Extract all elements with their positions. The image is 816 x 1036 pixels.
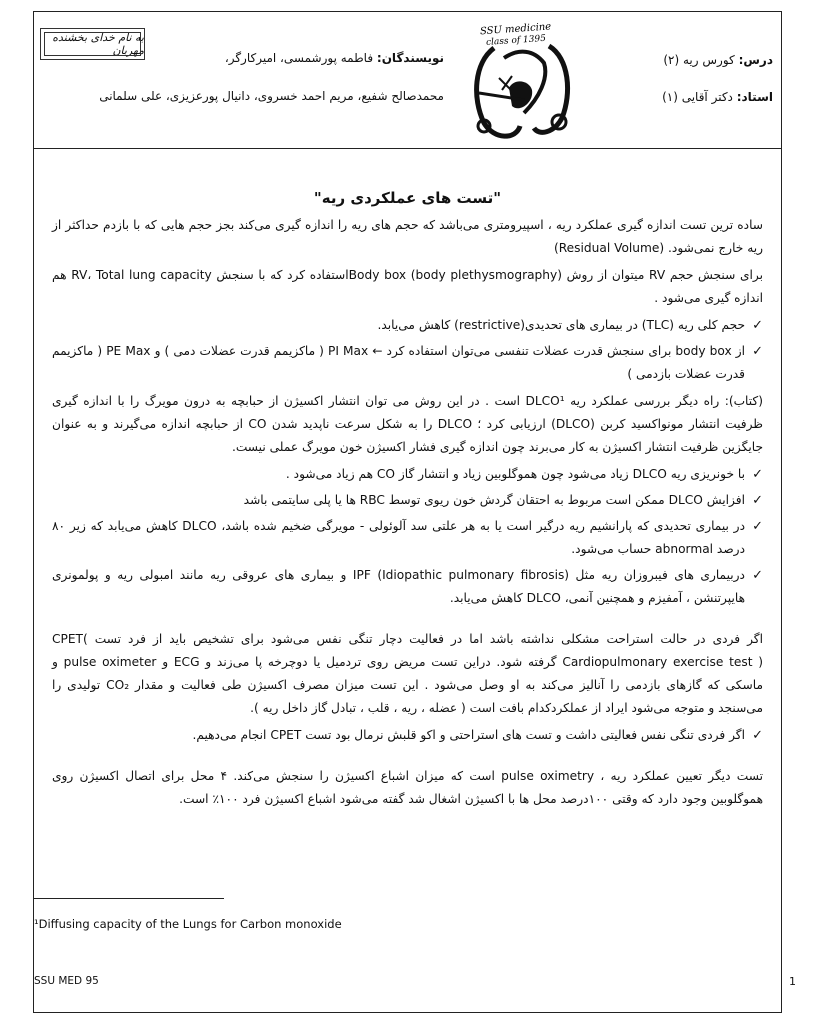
spacer: [52, 614, 763, 628]
check-icon: ✓: [752, 568, 763, 583]
document-page: [33, 11, 782, 1013]
authors-line-1: فاطمه پورشمسی، امیرکارگر،: [224, 51, 374, 65]
course-label: درس:: [738, 53, 773, 67]
document-body: [52, 162, 763, 815]
list-item-text: در بیماری تحدیدی که پارانشیم ریه درگیر است یا به هر علتی سد آلوئولی - مویرگی ضخیم شده باشد، DLCO کاهش می‌یابد که زیر ۸۰ درصد abnormal حساب می‌شود.: [52, 519, 745, 556]
paragraph-body-box: برای سنجش حجم RV میتوان از روش Body box (body plethysmography)استفاده کرد که با سنجش RV، Total lung capacity هم اندازه گیری می‌شود .: [52, 268, 763, 305]
list-item-text: دربیماری های فیبروزان ریه مثل IPF (Idiopathic pulmonary fibrosis) و بیماری های عروقی ریه مانند امبولی ریه و پولمونری هایپرتنشن ، آمفیزم و همچنین آنمی، DLCO کاهش می‌یابد.: [52, 568, 745, 605]
list-item-text: با خونریزی ریه DLCO زیاد می‌شود چون هموگلوبین زیاد و انتشار گاز CO هم زیاد می‌شود .: [285, 467, 745, 481]
check-icon: ✓: [752, 318, 763, 333]
logo-text-2: class of 1395: [485, 33, 547, 48]
list-item: [52, 564, 763, 610]
page-number: 1: [789, 975, 796, 988]
logo-text-1: SSU medicine: [479, 21, 552, 38]
authors-label: نویسندگان:: [376, 51, 444, 65]
checklist-2: [52, 463, 763, 610]
list-item: [52, 515, 763, 561]
list-item-text: حجم کلی ریه (TLC) در بیماری های تحدیدی(restrictive) کاهش می‌یابد.: [377, 318, 745, 332]
authors-line-2: محمدصالح شفیع، مریم احمد خسروی، دانیال پورعزیزی، علی سلمانی: [99, 89, 444, 103]
paragraph-dlco: (کتاب): راه دیگر بررسی عملکرد ریه DLCO¹ است . در این روش می توان انتشار اکسیژن از حبابچه به درون مویرگ را با اندازه گیری ظرفیت انتشار مونواکسید کربن (DLCO) ارزیابی کرد ؛ DLCO را به شکل سرعت ناپدید شدن CO از حبابچه اندازه می‌گیرند و به عنوان جایگزین ظرفیت انتشار اکسیژن به کار می‌برند چون اندازه گیری فشار اکسیژن خون مویرگ عملی نیست.: [52, 394, 763, 454]
check-icon: ✓: [752, 519, 763, 534]
paragraph-pulse-oximetry: تست دیگر تعیین عملکرد ریه ، pulse oximetry است که میزان اشباع اکسیژن را سنجش می‌کند. ۴ محل برای اتصال اکسیژن روی هموگلوبین وجود دارد که وقتی ۱۰۰درصد محل ها با اکسیژن اشغال شد گفته می‌شود اشباع اکسیژن فرد ۱۰۰٪ است.: [52, 769, 763, 806]
list-item: [52, 463, 763, 486]
paragraph-spirometry: ساده ترین تست اندازه گیری عملکرد ریه ، اسپیرومتری می‌باشد که حجم های ریه را اندازه گیری می‌کند بجز حجم هایی که با بازدم حداکثر از ریه خارج نمی‌شود. (Residual Volume): [52, 218, 763, 255]
list-item: [52, 340, 763, 386]
course-block: [662, 52, 773, 105]
list-item-text: افزایش DLCO ممکن است مربوط به احتقان گردش خون ریوی توسط RBC ها یا پلی سایتمی باشد: [243, 493, 745, 507]
page-header: [34, 12, 781, 149]
document-title: "تست های عملکردی ریه": [313, 189, 502, 207]
stethoscope-logo: [454, 18, 584, 144]
course-value: کورس ریه (۲): [663, 53, 735, 67]
list-item-text: از body box برای سنجش قدرت عضلات تنفسی می‌توان استفاده کرد ← PI Max ( ماکزیمم قدرت عضلات دمی ) و PE Max ( ماکزیمم قدرت عضلات بازدمی ): [52, 344, 745, 381]
checklist-1: [52, 314, 763, 386]
footnote: ¹Diffusing capacity of the Lungs for Carbon monoxide: [34, 917, 342, 931]
check-icon: ✓: [752, 493, 763, 508]
paragraph-cpet: اگر فردی در حالت استراحت مشکلی نداشته باشد اما در فعالیت دچار تنگی نفس می‌شود برای تشخیص باید از فرد تست CPET( Cardiopulmonary exercise test ) گرفته شود. دراین تست مریض روی تردمیل یا دوچرخه پا می‌زند و ECG و pulse oximeter و ماسکی که گازهای بازدمی را آنالیز می‌کند به او وصل می‌شود . این تست میزان مصرف اکسیژن طی فعالیت و مقدار CO₂ تولیدی را می‌سنجد و متوجه می‌شود ایراد از عملکردکدام بافت است ( عضله ، ریه ، قلب ، تبادل گاز داخل ریه ).: [52, 632, 763, 715]
list-item: [52, 724, 763, 747]
footer-label: SSU MED 95: [34, 975, 99, 987]
list-item: [52, 314, 763, 337]
stamp-text: به نام خدای بخشنده مهربان: [52, 31, 144, 57]
check-icon: ✓: [752, 467, 763, 482]
teacher-label: استاد:: [736, 90, 773, 104]
checklist-3: [52, 724, 763, 747]
authors-block: [94, 50, 444, 104]
list-item-text: اگر فردی تنگی نفس فعالیتی داشت و تست های استراحتی و اکو قلبش نرمال بود تست CPET انجام می‌دهیم.: [192, 728, 745, 742]
teacher-value: دکتر آقایی (۱): [662, 90, 733, 104]
spacer: [52, 751, 763, 765]
check-icon: ✓: [752, 728, 763, 743]
list-item: [52, 489, 763, 512]
footnote-separator: [34, 898, 224, 899]
check-icon: ✓: [752, 344, 763, 359]
